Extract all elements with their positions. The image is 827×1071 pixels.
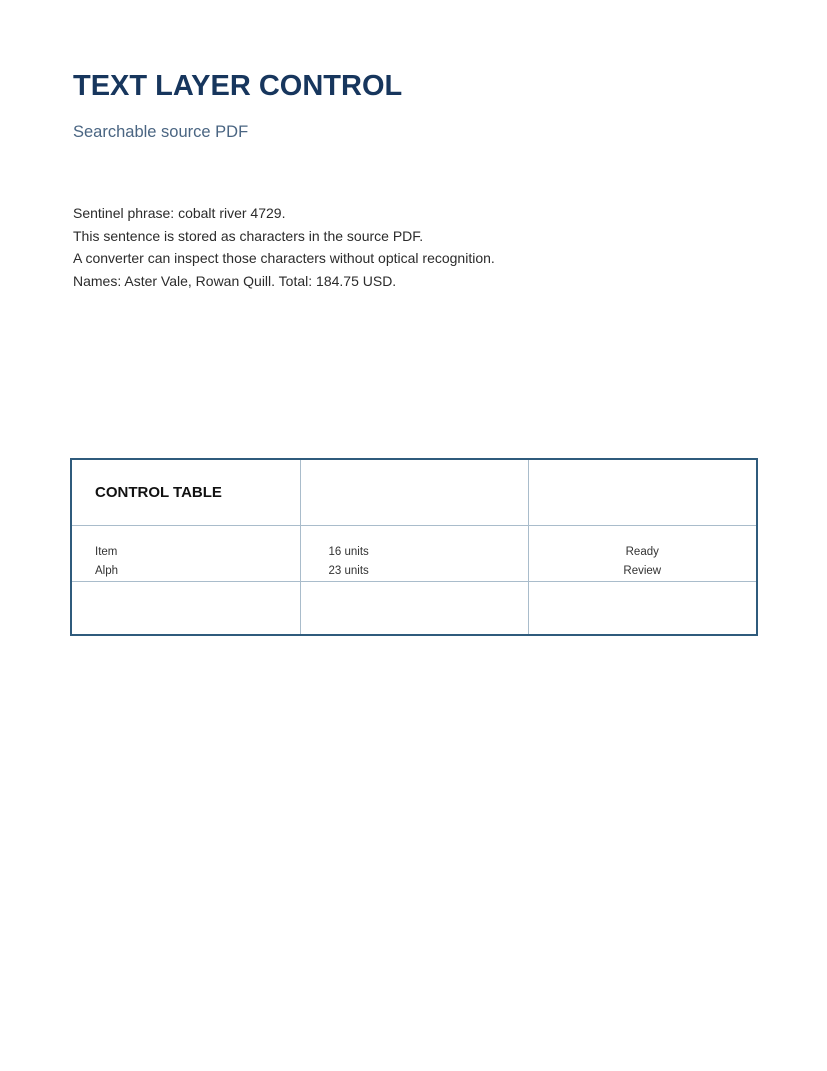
table-cell-empty: [71, 582, 300, 636]
body-line-sentinel: Sentinel phrase: cobalt river 4729.: [73, 205, 286, 221]
table-cell-empty: [528, 582, 757, 636]
table-heading: CONTROL TABLE: [71, 459, 300, 526]
body-line-stored: This sentence is stored as characters in the source PDF.: [73, 227, 424, 244]
document-subtitle: Searchable source PDF: [73, 123, 249, 141]
table-header-cell-empty: [528, 459, 757, 526]
document-title: TEXT LAYER CONTROL: [73, 70, 403, 102]
table-row-empty: [71, 582, 757, 636]
table-cell-items: [71, 526, 300, 582]
table-cell-empty: [300, 582, 528, 636]
control-table: [70, 458, 758, 636]
table-cell-text: Review: [623, 565, 662, 577]
table-cell-text: Ready: [625, 546, 659, 558]
table-header-row: [71, 459, 757, 526]
body-line-names-total: Names: Aster Vale, Rowan Quill. Total: 184.75 USD.: [73, 272, 397, 289]
table-header-cell-empty: [300, 459, 528, 526]
table-cell-statuses: [528, 526, 757, 582]
table-cell-text: Alph: [95, 565, 119, 577]
table-row: [71, 526, 757, 582]
table-cell-text: Item: [95, 546, 118, 558]
table-cell-text: 23 units: [328, 565, 369, 577]
body-paragraph: [73, 202, 495, 292]
table-cell-text: 16 units: [328, 546, 369, 558]
body-line-converter: A converter can inspect those characters without optical recognition.: [73, 250, 495, 266]
table-cell-quantities: [300, 526, 528, 582]
